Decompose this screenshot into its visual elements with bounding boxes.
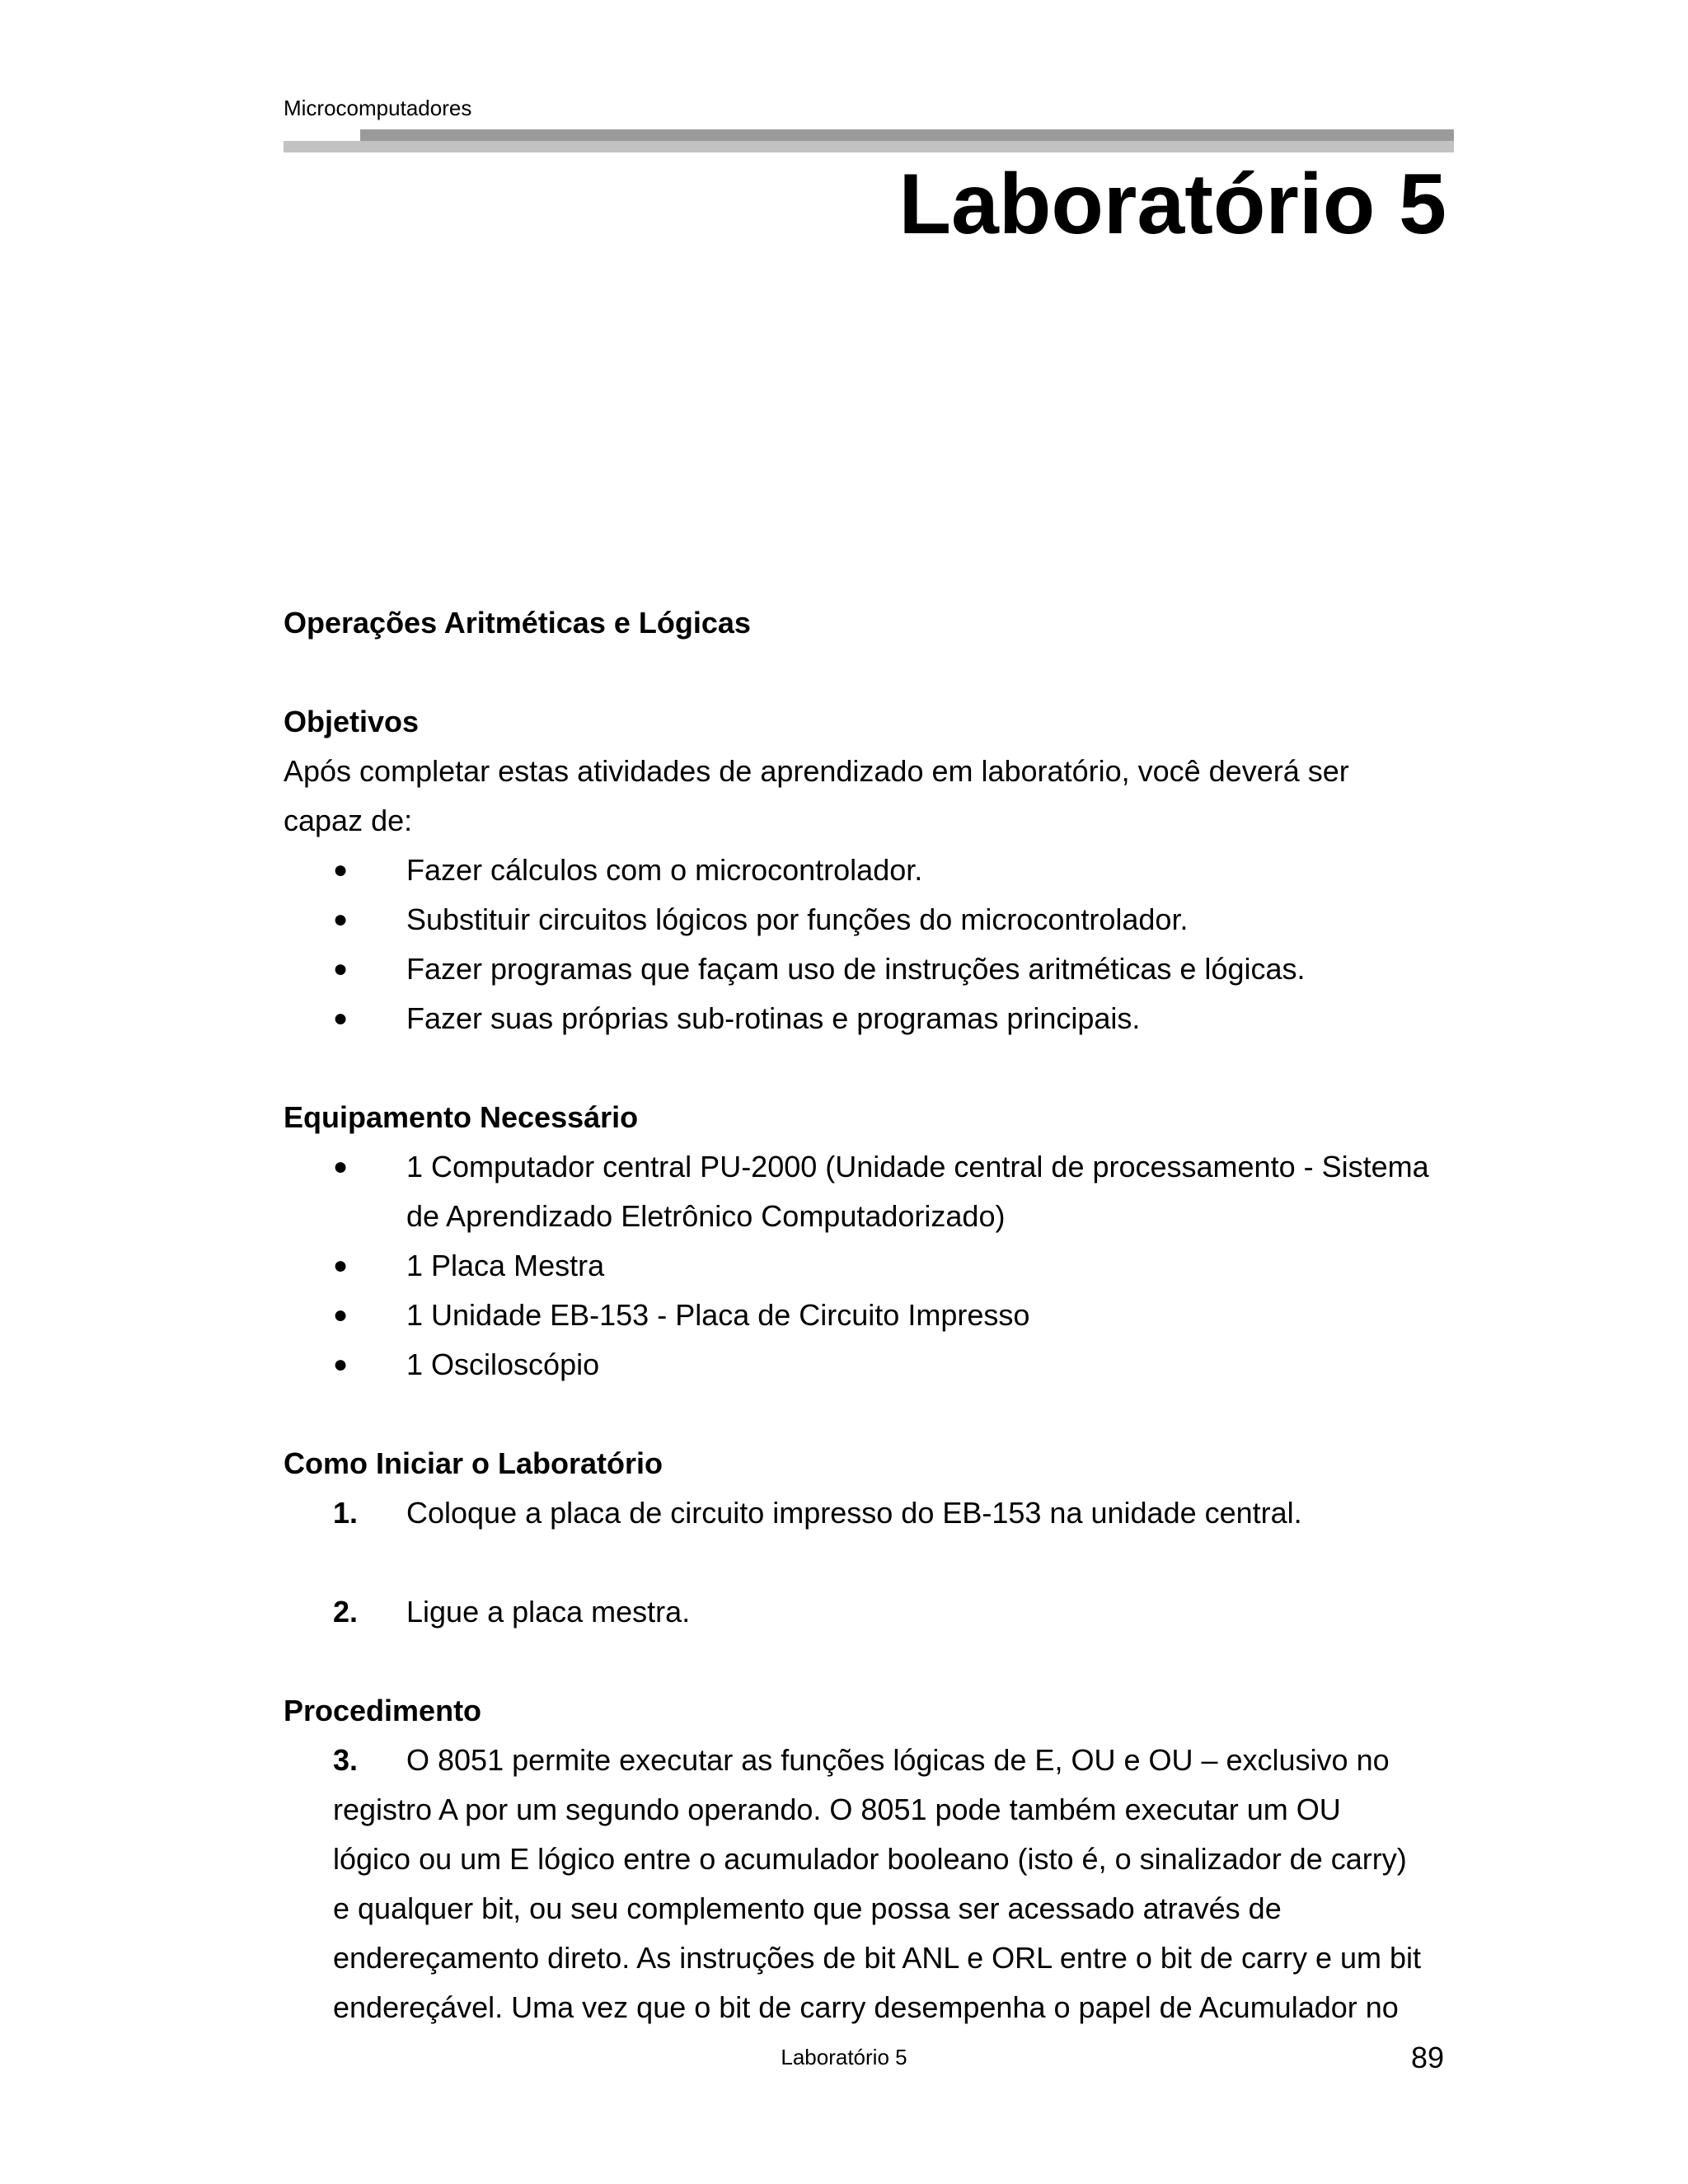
procedure-heading: Procedimento — [284, 1694, 482, 1727]
list-item: ● Fazer cálculos com o microcontrolador. — [284, 846, 1454, 895]
bullet-icon: ● — [333, 1252, 349, 1279]
procedure-line: endereçamento direto. As instruções de bit ANL e ORL entre o bit de carry e um bit — [333, 1941, 1422, 1975]
step-item: 2. Ligue a placa mestra. — [333, 1595, 691, 1629]
list-item: ● 1 Placa Mestra — [284, 1241, 1454, 1291]
list-item: ● Fazer programas que façam uso de instruções aritméticas e lógicas. — [284, 944, 1454, 994]
step-item: 1. Coloque a placa de circuito impresso do EB-153 na unidade central. — [333, 1496, 1302, 1530]
bullet-icon: ● — [333, 1301, 349, 1329]
procedure-step — [284, 1736, 1454, 2032]
equipment-heading: Equipamento Necessário — [284, 1100, 639, 1134]
bullet-icon: ● — [333, 1153, 349, 1180]
objectives-intro-line2: capaz de: — [284, 804, 413, 837]
list-item: ● 1 Unidade EB-153 - Placa de Circuito Impresso — [284, 1291, 1454, 1340]
header-rule-light — [284, 141, 1454, 152]
page-subtitle: Operações Aritméticas e Lógicas — [284, 606, 751, 640]
bullet-icon: ● — [333, 1005, 349, 1032]
bullet-icon: ● — [333, 906, 349, 933]
start-steps-continued — [284, 1587, 1454, 1637]
start-steps — [284, 1488, 1454, 1538]
procedure-line: lógico ou um E lógico entre o acumulador booleano (isto é, o sinalizador de carry) — [333, 1842, 1407, 1876]
bullet-icon: ● — [333, 856, 349, 883]
list-item: ● 1 Computador central PU-2000 (Unidade central de processamento - Sistema de Aprendizado Eletrônico Computadorizado) — [284, 1142, 1454, 1241]
list-item: ● 1 Osciloscópio — [284, 1340, 1454, 1390]
list-item: ● Substituir circuitos lógicos por funções do microcontrolador. — [284, 895, 1454, 944]
procedure-line: endereçável. Uma vez que o bit de carry desempenha o papel de Acumulador no — [333, 1990, 1399, 2024]
procedure-line: registro A por um segundo operando. O 8051 pode também executar um OU — [333, 1793, 1341, 1826]
procedure-line: e qualquer bit, ou seu complemento que possa ser acessado através de — [333, 1891, 1282, 1925]
page-number: 89 — [1410, 2041, 1444, 2074]
equipment-list — [284, 1142, 1454, 1390]
bullet-icon: ● — [333, 1351, 349, 1378]
start-heading: Como Iniciar o Laboratório — [284, 1446, 663, 1480]
objectives-intro-line1: Após completar estas atividades de aprendizado em laboratório, você deverá ser — [284, 754, 1349, 788]
objectives-heading: Objetivos — [284, 705, 420, 738]
page-content — [284, 598, 1454, 2032]
list-item: ● Fazer suas próprias sub-rotinas e programas principais. — [284, 994, 1454, 1043]
objectives-list — [284, 846, 1454, 1043]
bullet-icon: ● — [333, 955, 349, 982]
footer-title: Laboratório 5 — [781, 2045, 907, 2069]
procedure-line: 3. O 8051 permite executar as funções lógicas de E, OU e OU – exclusivo no — [333, 1743, 1390, 1777]
header-rule-dark — [360, 129, 1454, 141]
chapter-title: Laboratório 5 — [898, 157, 1447, 252]
running-header: Microcomputadores — [284, 96, 472, 120]
